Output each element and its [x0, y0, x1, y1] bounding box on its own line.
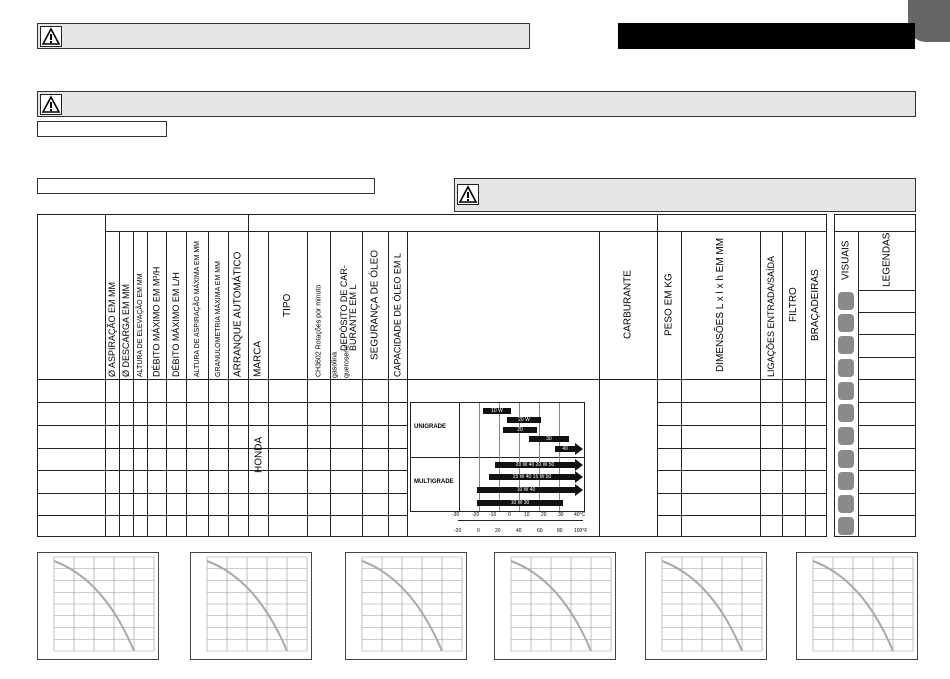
col-deposito: DEPÓSITO DE CAR- BURANTE EM L — [339, 265, 358, 351]
col-altura-aspiracao: ALTURA DE ASPIRAÇÃO MÁXIMA EM MM — [194, 240, 201, 377]
graph-grid — [38, 553, 158, 659]
col-capacidade: CAPACIDADE DE ÓLEO EM L — [392, 253, 403, 377]
col-peso: PESO EM KG — [663, 273, 675, 337]
oil-viscosity-chart — [410, 402, 585, 512]
oil-bar-40: 40 — [555, 446, 575, 452]
oil-bar-15w40-15w50: 15 W 40 15 W 50 — [489, 474, 575, 480]
oil-bar-10w: 10 W — [483, 408, 511, 414]
celsius-tick: 40°C — [574, 512, 586, 518]
col-legendas: LEGENDAS — [881, 233, 893, 288]
col-arranque: ARRANQUE AUTOMÁTICO — [232, 251, 244, 377]
visual-icon — [838, 427, 854, 445]
oil-bar-10w40: 10 W 40 — [477, 487, 575, 493]
col-seguranca: SEGURANÇA DE ÓLEO — [369, 249, 381, 361]
subtitle-box — [37, 121, 167, 137]
col-descarga: Ø DESCARGA EM MM — [121, 283, 131, 377]
oil-bar-20w: 20 W — [507, 417, 541, 423]
celsius-tick: 0 — [508, 512, 511, 518]
visual-icon — [838, 517, 854, 535]
col-carburante: CARBURANTE — [622, 270, 634, 340]
col-debito-lh: DÉBITO MÁXIMO EM L/H — [171, 272, 181, 377]
top-warning-bar — [37, 23, 530, 49]
table-warning-bar — [454, 178, 916, 212]
col-filtro: FILTRO — [788, 287, 799, 323]
fahrenheit-tick: 100°F — [574, 528, 588, 534]
celsius-tick: -20 — [472, 512, 480, 518]
fahrenheit-tick: 60 — [537, 528, 543, 534]
fahrenheit-tick: 0 — [477, 528, 480, 534]
performance-graph-3 — [345, 552, 467, 660]
graph-grid — [191, 553, 311, 659]
visual-icon — [838, 292, 854, 310]
col-aspiracao: Ø ASPIRAÇÃO EM MM — [107, 281, 117, 377]
multigrade-label: MULTIGRADE — [414, 479, 454, 485]
warning-triangle-icon — [457, 184, 479, 205]
section-warning-bar — [37, 91, 916, 117]
fahrenheit-tick: 80 — [557, 528, 563, 534]
col-deposito-querosene: querosene — [343, 344, 351, 378]
col-altura-elevacao: ALTURA DE ELEVAÇÃO EM MM — [137, 273, 144, 377]
performance-graph-5 — [645, 552, 767, 660]
visual-icon — [838, 404, 854, 422]
fahrenheit-tick: -20 — [454, 528, 462, 534]
col-tipo: TIPO — [282, 293, 293, 317]
col-ligacoes: LIGAÇÕES ENTRADA/SAÍDA — [766, 255, 776, 377]
visual-icon — [838, 314, 854, 332]
warning-triangle-icon — [40, 94, 62, 115]
fahrenheit-tick: 40 — [516, 528, 522, 534]
unigrade-label: UNIGRADE — [414, 424, 447, 430]
performance-graph-6 — [796, 552, 918, 660]
oil-bar-30: 30 — [529, 436, 569, 442]
celsius-tick: -30 — [452, 512, 460, 518]
graph-grid — [495, 553, 615, 659]
visual-icon — [838, 472, 854, 490]
col-deposito-gasolina: gasolina — [331, 351, 339, 378]
warning-triangle-icon — [40, 26, 62, 47]
header-black-bar — [618, 23, 915, 49]
visual-icon — [838, 336, 854, 354]
celsius-tick: -10 — [489, 512, 497, 518]
performance-graph-4 — [494, 552, 616, 660]
col-visuais: VISUAIS — [840, 240, 852, 281]
col-bracadeiras: BRAÇADEIRAS — [810, 269, 821, 341]
fahrenheit-tick: 20 — [495, 528, 501, 534]
oil-bar-20: 20 — [503, 427, 537, 433]
visual-icon — [838, 359, 854, 377]
performance-graph-2 — [190, 552, 312, 660]
col-marca: MARCA — [252, 340, 264, 377]
table-title-box — [37, 178, 375, 194]
graph-grid — [646, 553, 766, 659]
oil-bar-20w40-20w50: 20 W 40 20 W 50 — [495, 462, 575, 468]
visual-icon — [838, 495, 854, 513]
celsius-tick: 30 — [558, 512, 564, 518]
performance-graph-1 — [37, 552, 159, 660]
col-rotacoes: CH3602 Rotações por minuto — [315, 284, 323, 377]
brand-value: HONDA — [253, 436, 265, 474]
visual-icon — [838, 450, 854, 468]
col-debito-m3h: DÉBITO MÁXIMO EM M³/H — [151, 266, 162, 377]
col-dimensoes: DIMENSÕES L x l x h EM MM — [715, 237, 726, 373]
celsius-tick: 20 — [541, 512, 547, 518]
visual-icon — [838, 382, 854, 400]
oil-bar-10w30: 10 W 30 — [477, 500, 563, 506]
col-granulometria: GRANULOMETRIA MÁXIMA EM MM — [215, 261, 222, 377]
graph-grid — [346, 553, 466, 659]
celsius-tick: 10 — [524, 512, 530, 518]
graph-grid — [797, 553, 917, 659]
